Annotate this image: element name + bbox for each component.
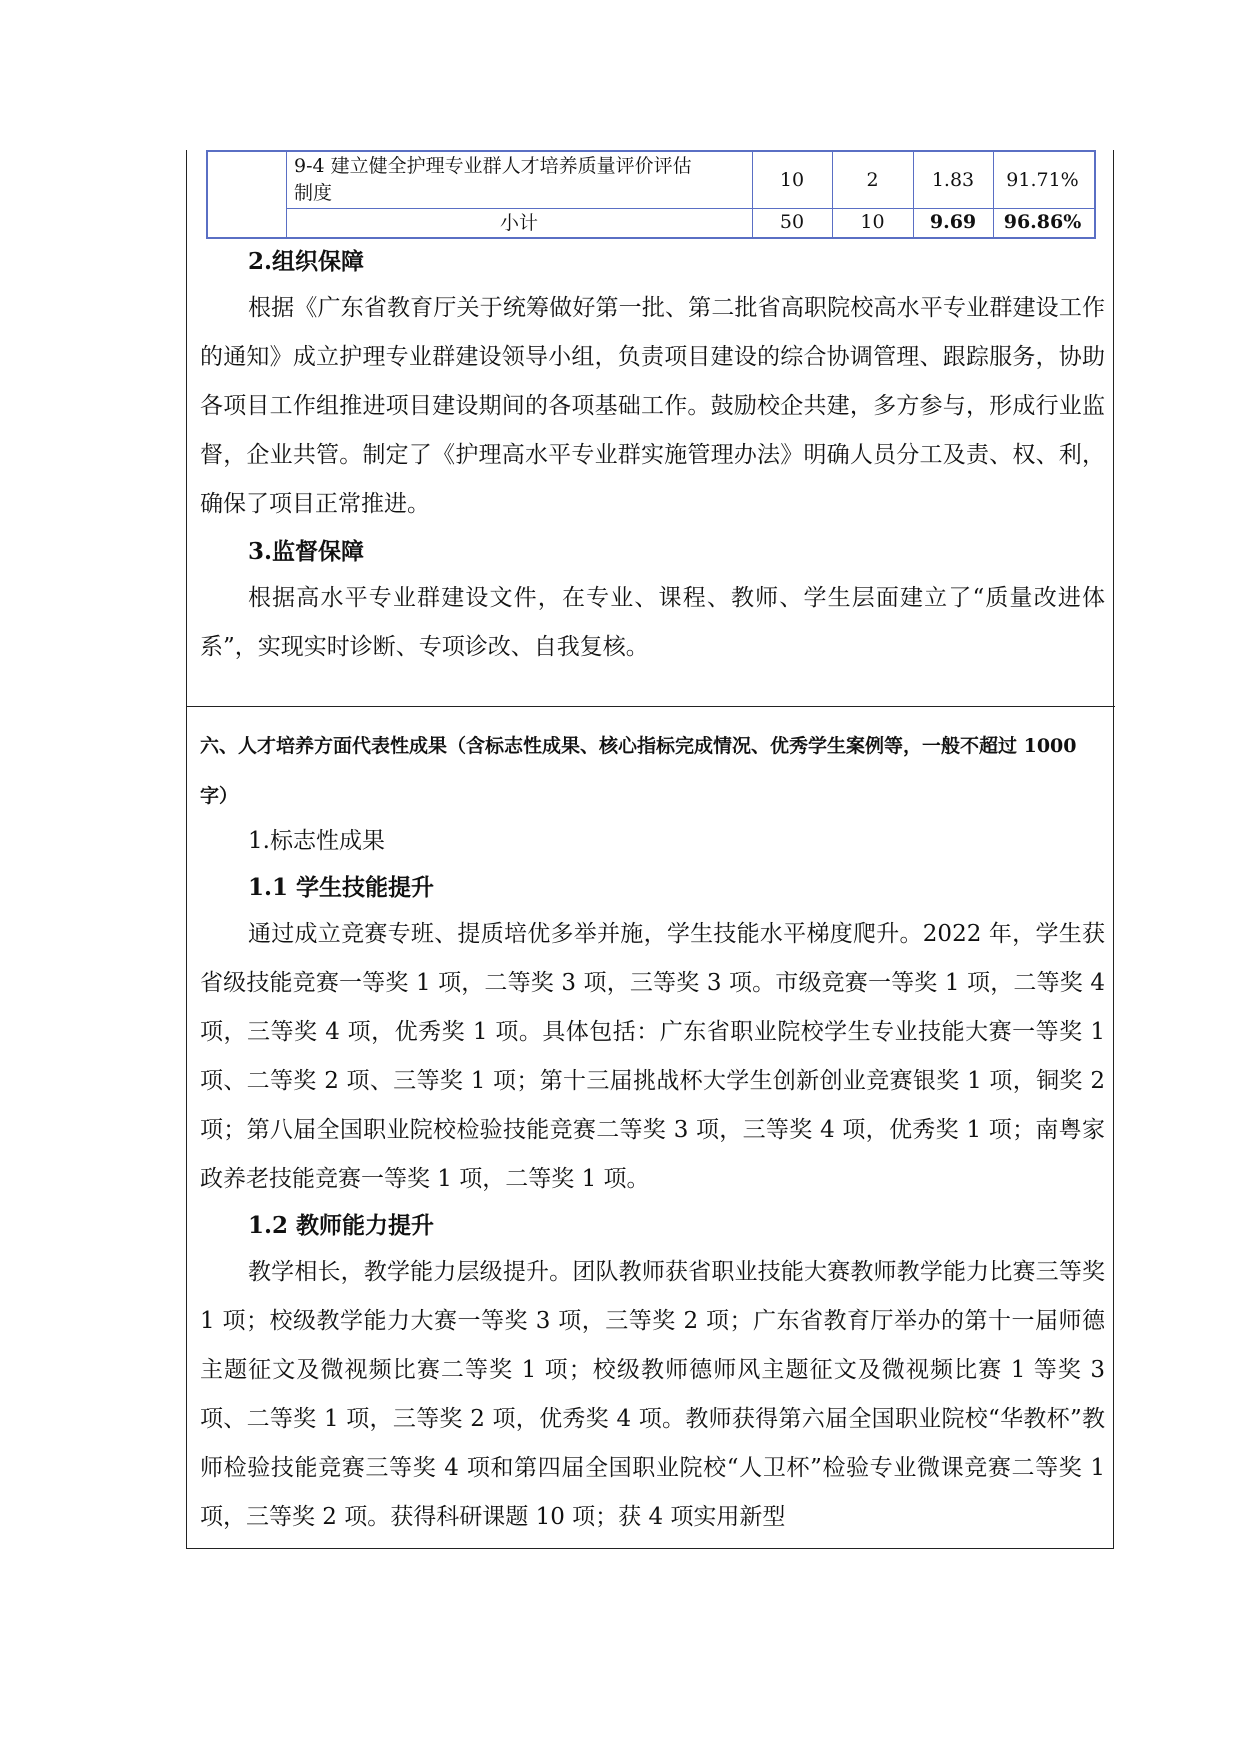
section-divider: [186, 706, 1115, 707]
subtotal-col2: 10: [860, 210, 885, 233]
table-row-item: [286, 152, 752, 208]
section6-p12: 教学相长，教学能力层级提升。团队教师获省职业技能大赛教师教学能力比赛三等奖 1 项；校级教学能力大赛一等奖 3 项，三等奖 2 项；广东省教育厅举办的第十一届师德主题征文及微视频比赛二等奖 1 项；校级教师德师风主题征文及微视频比赛 1 等奖 3 项、二等奖 1 项，三等奖 2 项，优秀奖 4 项。教师获得第六届全国职业院校“华教杯”教师检验技能竞赛三等奖 4 项和第四届全国职业院校“人卫杯”检验专业微课竞赛二等奖 1 项，三等奖 2 项。获得科研课题 10 项；获 4 项实用新型: [200, 1259, 1105, 1530]
subtotal-col1: 50: [779, 210, 805, 233]
subtotal-col4: 96.86%: [1003, 210, 1082, 233]
row-col4: 91.71%: [1006, 169, 1079, 191]
section6-h1: 1.标志性成果: [248, 828, 385, 854]
section6-h11: 1.1 学生技能提升: [248, 874, 435, 901]
item-line-1: 9-4 建立健全护理专业群人才培养质量评价评估: [294, 155, 692, 177]
org-heading: 2.组织保障: [248, 248, 365, 275]
score-table: [206, 150, 1096, 239]
subtotal-label: 小计: [499, 212, 538, 234]
row-col2: 2: [866, 169, 879, 191]
section6-title: 六、人才培养方面代表性成果（含标志性成果、核心指标完成情况、优秀学生案例等，一般不超过 1000 字）: [200, 735, 1077, 807]
row-col1: 10: [779, 169, 805, 191]
org-body: 根据《广东省教育厅关于统筹做好第一批、第二批省高职院校高水平专业群建设工作的通知》成立护理专业群建设领导小组，负责项目建设的综合协调管理、跟踪服务，协助各项目工作组推进项目建设期间的各项基础工作。鼓励校企共建，多方参与，形成行业监督，企业共管。制定了《护理高水平专业群实施管理办法》明确人员分工及责、权、利，确保了项目正常推进。: [200, 295, 1105, 517]
subtotal-col3: 9.69: [929, 210, 977, 233]
section6-p11: 通过成立竞赛专班、提质培优多举并施，学生技能水平梯度爬升。2022 年，学生获省级技能竞赛一等奖 1 项，二等奖 3 项，三等奖 3 项。市级竞赛一等奖 1 项，二等奖 4 项，三等奖 4 项，优秀奖 1 项。具体包括：广东省职业院校学生专业技能大赛一等奖 1 项、二等奖 2 项、三等奖 1 项；第十三届挑战杯大学生创新创业竞赛银奖 1 项，铜奖 2 项；第八届全国职业院校检验技能竞赛二等奖 3 项，三等奖 4 项，优秀奖 1 项；南粤家政养老技能竞赛一等奖 1 项，二等奖 1 项。: [200, 921, 1105, 1192]
supervise-body: 根据高水平专业群建设文件，在专业、课程、教师、学生层面建立了“质量改进体系”，实现实时诊断、专项诊改、自我复核。: [200, 585, 1105, 660]
item-line-2: 制度: [294, 182, 333, 204]
row-col3: 1.83: [931, 169, 975, 191]
supervise-heading: 3.监督保障: [248, 538, 365, 565]
section6-h12: 1.2 教师能力提升: [248, 1212, 435, 1239]
